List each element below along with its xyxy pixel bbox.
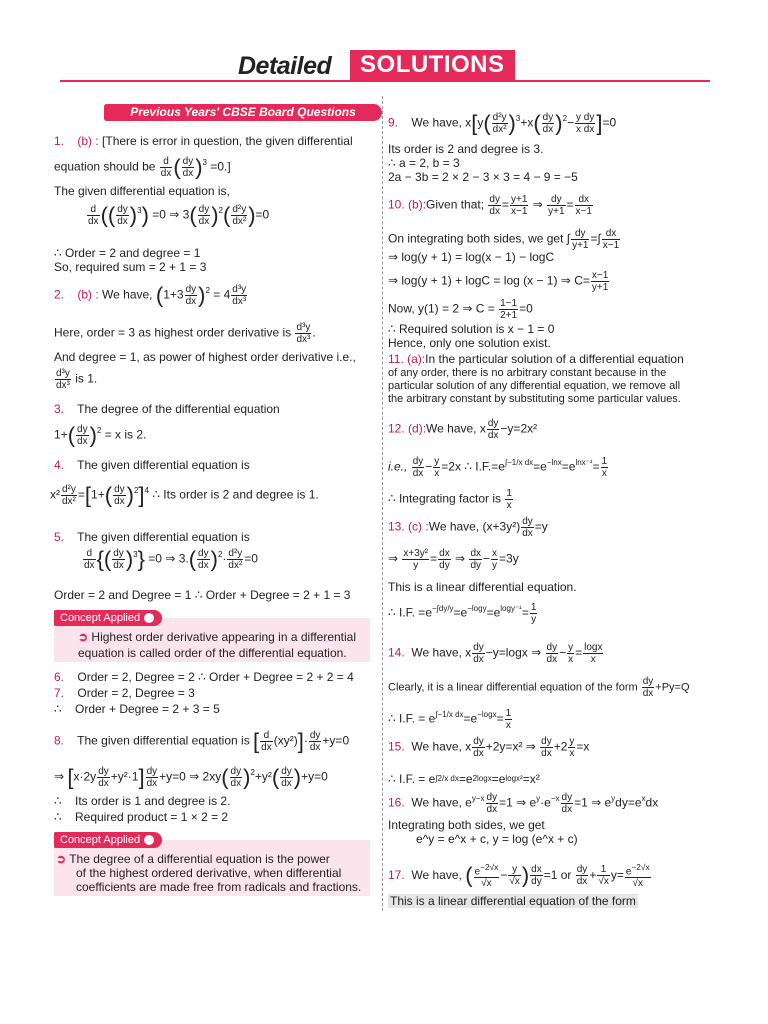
q9-line1: 9. We have, x[y( $\frac{\text{d²y}}{\text{dx²}}$ )$^3$+x( $\frac{dy}{dx}$ )$^2$− $\frac{\text{y dy}}{\text{x dx}}$ ]=0: [388, 110, 617, 136]
q2-line2: Here, order = 3 as highest order derivative is $\frac{\text{d³y}}{\text{dx³}}$ .: [54, 322, 316, 345]
concept-label-2: Concept Applied: [54, 832, 162, 848]
q1-line6: So, required sum = 2 + 1 = 3: [54, 260, 207, 274]
q11-line3: particular solution of any differential equation, we remove all: [388, 380, 681, 392]
q1-line4: $\frac{d}{dx}$ (( $\frac{dy}{dx}$ )$^3$) =0 ⇒ 3( $\frac{dy}{dx}$ )$^2$( $\frac{\text{d²y}}{\text{dx²}}$ )=0: [88, 202, 270, 228]
q3-line1: 3. The degree of the differential equation: [54, 402, 280, 416]
concept-box-2: [54, 840, 370, 896]
q10-line2: On integrating both sides, we get ∫ $\frac{dy}{y+1}$ =∫ $\frac{dx}{x-1}$: [388, 228, 620, 251]
target-icon: [142, 611, 156, 625]
q2-line1: 2. (b) : We have, (1+3 $\frac{dy}{dx}$ )$^2$ = 4 $\frac{\text{d³y}}{\text{dx³}}$: [54, 282, 247, 308]
header-rule: [60, 80, 710, 82]
page-header: [0, 48, 768, 88]
q12-line3: ∴ Integrating factor is $\frac{1}{x}$: [388, 488, 512, 511]
q14-line3: ∴ I.F. = $e^{\int-1/x dx}=e^{-logx}=$ $\frac{1}{x}$: [388, 708, 512, 731]
q2-line3: And degree = 1, as power of highest order derivative i.e.,: [54, 350, 356, 364]
q14-line2: Clearly, it is a linear differential equation of the form $\frac{dy}{dx}$ +Py=Q: [388, 676, 690, 699]
column-divider: [382, 96, 383, 911]
q10-line4: ⇒ log(y + 1) + logC = log (x − 1) ⇒ C= $\frac{x-1}{y+1}$: [388, 270, 609, 293]
q15-line1: 15. We have, x $\frac{dy}{dx}$ +2y=x² ⇒ $\frac{dy}{dx}$ +2 $\frac{y}{x}$ =x: [388, 736, 590, 759]
q1-line3: The given differential equation is,: [54, 184, 230, 198]
q12-line1: 12. (d):We have, x $\frac{dy}{dx}$ −y=2x²: [388, 418, 538, 441]
q9-line4: 2a − 3b = 2 × 2 − 3 × 3 = 4 − 9 = −5: [388, 170, 578, 184]
concept2-line3: coefficients are made free from radicals and fractions.: [76, 880, 362, 894]
q8-line2: ∴ Its order is 1 and degree is 2.: [54, 794, 231, 808]
q7-line1: 7. Order = 2, Degree = 3: [54, 686, 195, 700]
target-icon: [142, 833, 156, 847]
q13-line1: 13. (c) :We have, (x+3y²) $\frac{dy}{dx}$ =y: [388, 516, 548, 539]
q9-line2: Its order is 2 and degree is 3.: [388, 142, 544, 156]
q8-eq2: ⇒ [x·2y $\frac{dy}{dx}$ +y²·1] $\frac{dy}{dx}$ +y=0 ⇒ 2xy( $\frac{dy}{dx}$ )$^2$+y²( $\frac{dy}{dx}$ )+y=0: [54, 764, 328, 790]
q13-line3: ∴ I.F. $=e^{-\int dy/y}=e^{-logy}=e^{logy^{-1}}=$ $\frac{1}{y}$: [388, 602, 537, 625]
q10-line6: ∴ Required solution is x − 1 = 0: [388, 322, 555, 336]
q16-line1: 16. We have, $e^{y-x}$ $\frac{dy}{dx}$ =1 ⇒ $e^y\cdot e^{-x}$ $\frac{dy}{dx}$ =1 ⇒ $e^ydy=e^xdx$: [388, 792, 659, 815]
q1-line5: ∴ Order = 2 and degree = 1: [54, 246, 201, 260]
q14-line1: 14. We have, x $\frac{dy}{dx}$ −y=logx ⇒ $\frac{dy}{dx}$ − $\frac{y}{x}$ = $\frac{\log x}{x}$: [388, 642, 603, 665]
q17-line1: 17. We have, ( $\frac{e^{-2√x}}{√x}$ − $\frac{y}{√x}$ ) $\frac{dx}{dy}$ =1 or $\frac{dy}{dx}$ + $\frac{1}{√x}$ y= $\frac{e^{-2√x}}{√x}$: [388, 862, 650, 890]
q2-line4: $\frac{\text{d³y}}{\text{dx³}}$ is 1.: [56, 368, 98, 391]
q17-line2: This is a linear differential equation of the form: [390, 894, 636, 908]
concept-label-1: Concept Applied: [54, 610, 162, 626]
q11-line1: 11. (a):In the particular solution of a differential equation: [388, 352, 684, 366]
q5-line1: 5. The given differential equation is: [54, 530, 250, 544]
q5-line3: Order = 2 and Degree = 1 ∴ Order + Degree = 2 + 1 = 3: [54, 588, 351, 602]
header-badge: SOLUTIONS: [350, 50, 515, 81]
q12-line2: i.e., $\frac{dy}{dx}$ − $\frac{y}{x}$ =2x ∴ $I.F.=e^{\int-1/x dx}=e^{-lnx}=e^{lnx^{-1}}=$ $\frac{1}{x}$: [388, 456, 608, 479]
q8-line1: 8. The given differential equation is [ $\frac{d}{dx}$ (xy²)]· $\frac{dy}{dx}$ +y=0: [54, 728, 350, 754]
q7-line2: ∴ Order + Degree = 2 + 3 = 5: [54, 702, 220, 716]
section-banner: Previous Years' CBSE Board Questions: [104, 104, 382, 121]
q13-eq2: ⇒ $\frac{\text{x+3y²}}{y}$ = $\frac{dx}{dy}$ ⇒ $\frac{dx}{dy}$ − $\frac{x}{y}$ =3y: [388, 548, 519, 571]
q5-line2: $\frac{d}{dx}$ {( $\frac{dy}{dx}$ )$^3$} =0 ⇒ 3.( $\frac{dy}{dx}$ )$^2$· $\frac{\text{d²y}}{\text{dx²}}$ =0: [84, 546, 258, 572]
q16-line2: Integrating both sides, we get: [388, 818, 545, 832]
header-title: Detailed: [238, 52, 332, 80]
q11-line2: of any order, there is no arbitrary constant because in the: [388, 367, 667, 379]
q6-line: 6. Order = 2, Degree = 2 ∴ Order + Degree = 2 + 2 = 4: [54, 670, 354, 684]
q4-line1: 4. The given differential equation is: [54, 458, 250, 472]
q4-line2: x² $\frac{\text{d²y}}{\text{dx²}}$ =[1+( $\frac{dy}{dx}$ )$^2$]$^4$ ∴ Its order is 2 and degree is 1.: [50, 482, 319, 508]
q8-line3: ∴ Required product = 1 × 2 = 2: [54, 810, 229, 824]
q13-line2: This is a linear differential equation.: [388, 580, 577, 594]
q16-line3: e^y = e^x + c, y = log (e^x + c): [416, 832, 578, 846]
q3-line2: 1+( $\frac{dy}{dx}$ )$^2$ = x is 2.: [54, 422, 147, 448]
q1-line2: equation should be $\frac{d}{dx}$ ( $\frac{dy}{dx}$ )$^3$ =0.]: [54, 154, 231, 180]
q10-line3: ⇒ log(y + 1) = log(x − 1) − logC: [388, 250, 555, 264]
q10-line1: 10. (b):Given that; $\frac{dy}{dx}$ = $\frac{y+1}{x-1}$ ⇒ $\frac{dy}{y+1}$ = $\frac{dx}{x-1}$: [388, 194, 592, 217]
concept1-line2: equation is called order of the differential equation.: [78, 646, 347, 660]
concept2-line2: of the highest ordered derivative, when differential: [76, 866, 342, 880]
q15-line2: ∴ I.F. = $e^{\int 2/x dx}=e^{2logx}=e^{logx^2}=x^2$: [388, 772, 540, 786]
q10-line7: Hence, only one solution exist.: [388, 336, 551, 350]
q10-line5: Now, y(1) = 2 ⇒ C = $\frac{1-1}{2+1}$ =0: [388, 298, 533, 321]
concept2-line1: ➲ The degree of a differential equation is the power: [56, 852, 330, 866]
q1-line1: 1. (b) : [There is error in question, the given differential: [54, 134, 353, 148]
concept1-line1: ➲ Highest order derivative appearing in a differential: [78, 630, 357, 644]
q11-line4: the arbitrary constant by substituting some particular values.: [388, 393, 681, 405]
q9-line3: ∴ a = 2, b = 3: [388, 156, 460, 170]
